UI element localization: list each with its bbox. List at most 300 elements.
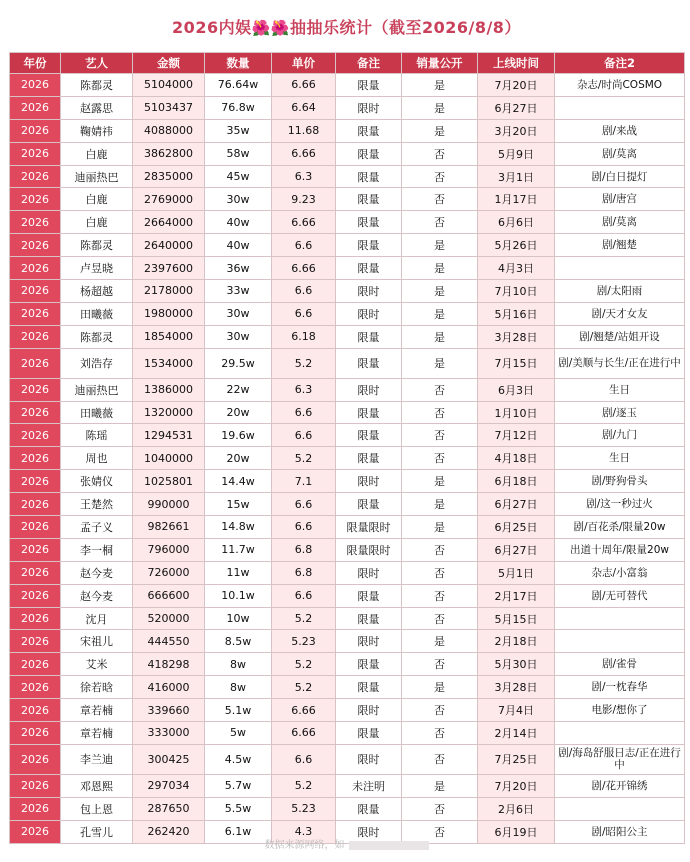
price-cell[interactable]: 6.6 (272, 401, 336, 424)
launch-date-cell[interactable]: 7月4日 (478, 699, 555, 722)
amount-cell[interactable]: 2178000 (133, 280, 205, 303)
note-cell[interactable]: 限时 (336, 699, 402, 722)
note-cell[interactable]: 限量 (336, 257, 402, 280)
column-header-note[interactable]: 备注 (336, 53, 402, 74)
column-header-amount[interactable]: 金额 (133, 53, 205, 74)
note-cell[interactable]: 限量 (336, 188, 402, 211)
note2-cell[interactable]: 剧/一枕春华 (555, 676, 685, 699)
artist-cell[interactable]: 李一桐 (61, 538, 133, 561)
price-cell[interactable]: 5.2 (272, 607, 336, 630)
artist-cell[interactable]: 艾米 (61, 653, 133, 676)
sales-public-cell[interactable]: 否 (402, 401, 478, 424)
artist-cell[interactable]: 赵今麦 (61, 584, 133, 607)
quantity-cell[interactable]: 40w (205, 234, 272, 257)
price-cell[interactable]: 6.6 (272, 302, 336, 325)
year-cell[interactable]: 2026 (10, 234, 61, 257)
price-cell[interactable]: 6.6 (272, 234, 336, 257)
artist-cell[interactable]: 孟子义 (61, 516, 133, 539)
note2-cell[interactable]: 剧/九门 (555, 424, 685, 447)
artist-cell[interactable]: 孔雪儿 (61, 820, 133, 843)
note2-cell[interactable] (555, 257, 685, 280)
price-cell[interactable]: 6.6 (272, 584, 336, 607)
sales-public-cell[interactable]: 是 (402, 516, 478, 539)
amount-cell[interactable]: 726000 (133, 561, 205, 584)
sales-public-cell[interactable]: 是 (402, 470, 478, 493)
note-cell[interactable]: 限时 (336, 470, 402, 493)
sales-public-cell[interactable]: 否 (402, 561, 478, 584)
artist-cell[interactable]: 周也 (61, 447, 133, 470)
amount-cell[interactable]: 1025801 (133, 470, 205, 493)
quantity-cell[interactable]: 33w (205, 280, 272, 303)
launch-date-cell[interactable]: 5月1日 (478, 561, 555, 584)
year-cell[interactable]: 2026 (10, 516, 61, 539)
sales-public-cell[interactable]: 否 (402, 424, 478, 447)
year-cell[interactable]: 2026 (10, 280, 61, 303)
launch-date-cell[interactable]: 6月27日 (478, 96, 555, 119)
quantity-cell[interactable]: 35w (205, 119, 272, 142)
artist-cell[interactable]: 陈都灵 (61, 325, 133, 348)
artist-cell[interactable]: 章若楠 (61, 699, 133, 722)
artist-cell[interactable]: 李兰迪 (61, 744, 133, 774)
quantity-cell[interactable]: 8.5w (205, 630, 272, 653)
launch-date-cell[interactable]: 7月20日 (478, 74, 555, 97)
sales-public-cell[interactable]: 是 (402, 119, 478, 142)
launch-date-cell[interactable]: 6月27日 (478, 493, 555, 516)
sales-public-cell[interactable]: 是 (402, 774, 478, 797)
quantity-cell[interactable]: 5.1w (205, 699, 272, 722)
artist-cell[interactable]: 卢昱晓 (61, 257, 133, 280)
note-cell[interactable]: 限量 (336, 584, 402, 607)
note-cell[interactable]: 限时 (336, 630, 402, 653)
launch-date-cell[interactable]: 7月25日 (478, 744, 555, 774)
amount-cell[interactable]: 287650 (133, 797, 205, 820)
note2-cell[interactable]: 生日 (555, 378, 685, 401)
artist-cell[interactable]: 白鹿 (61, 188, 133, 211)
note2-cell[interactable] (555, 630, 685, 653)
note-cell[interactable]: 限时 (336, 561, 402, 584)
note2-cell[interactable]: 杂志/时尚COSMO (555, 74, 685, 97)
quantity-cell[interactable]: 76.64w (205, 74, 272, 97)
launch-date-cell[interactable]: 6月25日 (478, 516, 555, 539)
quantity-cell[interactable]: 20w (205, 447, 272, 470)
quantity-cell[interactable]: 14.8w (205, 516, 272, 539)
note2-cell[interactable]: 杂志/小富翁 (555, 561, 685, 584)
artist-cell[interactable]: 迪丽热巴 (61, 165, 133, 188)
year-cell[interactable]: 2026 (10, 722, 61, 745)
note2-cell[interactable]: 剧/莫离 (555, 142, 685, 165)
price-cell[interactable]: 6.6 (272, 424, 336, 447)
note2-cell[interactable]: 剧/野狗骨头 (555, 470, 685, 493)
note-cell[interactable]: 限量 (336, 142, 402, 165)
note2-cell[interactable] (555, 607, 685, 630)
launch-date-cell[interactable]: 5月15日 (478, 607, 555, 630)
quantity-cell[interactable]: 10w (205, 607, 272, 630)
sales-public-cell[interactable]: 否 (402, 378, 478, 401)
sales-public-cell[interactable]: 是 (402, 96, 478, 119)
sales-public-cell[interactable]: 否 (402, 722, 478, 745)
price-cell[interactable]: 9.23 (272, 188, 336, 211)
launch-date-cell[interactable]: 1月17日 (478, 188, 555, 211)
sales-public-cell[interactable]: 否 (402, 142, 478, 165)
quantity-cell[interactable]: 6.1w (205, 820, 272, 843)
quantity-cell[interactable]: 4.5w (205, 744, 272, 774)
quantity-cell[interactable]: 22w (205, 378, 272, 401)
note2-cell[interactable]: 电影/想你了 (555, 699, 685, 722)
price-cell[interactable]: 6.8 (272, 561, 336, 584)
sales-public-cell[interactable]: 否 (402, 820, 478, 843)
note-cell[interactable]: 限量 (336, 493, 402, 516)
year-cell[interactable]: 2026 (10, 211, 61, 234)
year-cell[interactable]: 2026 (10, 676, 61, 699)
note2-cell[interactable]: 剧/海岛舒服日志/正在进行中 (555, 744, 685, 774)
note-cell[interactable]: 限量 (336, 797, 402, 820)
note2-cell[interactable] (555, 722, 685, 745)
launch-date-cell[interactable]: 3月20日 (478, 119, 555, 142)
price-cell[interactable]: 5.23 (272, 797, 336, 820)
year-cell[interactable]: 2026 (10, 142, 61, 165)
artist-cell[interactable]: 张婧仪 (61, 470, 133, 493)
year-cell[interactable]: 2026 (10, 119, 61, 142)
note-cell[interactable]: 限量 (336, 722, 402, 745)
year-cell[interactable]: 2026 (10, 493, 61, 516)
quantity-cell[interactable]: 58w (205, 142, 272, 165)
artist-cell[interactable]: 白鹿 (61, 211, 133, 234)
note2-cell[interactable]: 出道十周年/限量20w (555, 538, 685, 561)
amount-cell[interactable]: 2397600 (133, 257, 205, 280)
amount-cell[interactable]: 262420 (133, 820, 205, 843)
year-cell[interactable]: 2026 (10, 699, 61, 722)
year-cell[interactable]: 2026 (10, 401, 61, 424)
year-cell[interactable]: 2026 (10, 348, 61, 378)
note-cell[interactable]: 限量 (336, 447, 402, 470)
price-cell[interactable]: 5.2 (272, 447, 336, 470)
artist-cell[interactable]: 白鹿 (61, 142, 133, 165)
amount-cell[interactable]: 2640000 (133, 234, 205, 257)
note-cell[interactable]: 限时 (336, 302, 402, 325)
amount-cell[interactable]: 666600 (133, 584, 205, 607)
launch-date-cell[interactable]: 3月1日 (478, 165, 555, 188)
sales-public-cell[interactable]: 否 (402, 699, 478, 722)
amount-cell[interactable]: 1386000 (133, 378, 205, 401)
note2-cell[interactable]: 剧/莫离 (555, 211, 685, 234)
launch-date-cell[interactable]: 7月12日 (478, 424, 555, 447)
launch-date-cell[interactable]: 4月3日 (478, 257, 555, 280)
quantity-cell[interactable]: 5w (205, 722, 272, 745)
amount-cell[interactable]: 2835000 (133, 165, 205, 188)
column-header-sales-public[interactable]: 销量公开 (402, 53, 478, 74)
year-cell[interactable]: 2026 (10, 188, 61, 211)
artist-cell[interactable]: 鞠婧祎 (61, 119, 133, 142)
note2-cell[interactable]: 剧/来战 (555, 119, 685, 142)
price-cell[interactable]: 7.1 (272, 470, 336, 493)
quantity-cell[interactable]: 30w (205, 302, 272, 325)
amount-cell[interactable]: 5103437 (133, 96, 205, 119)
year-cell[interactable]: 2026 (10, 820, 61, 843)
sales-public-cell[interactable]: 是 (402, 302, 478, 325)
column-header-price[interactable]: 单价 (272, 53, 336, 74)
artist-cell[interactable]: 刘浩存 (61, 348, 133, 378)
note2-cell[interactable]: 剧/唐宫 (555, 188, 685, 211)
launch-date-cell[interactable]: 7月20日 (478, 774, 555, 797)
note-cell[interactable]: 限时 (336, 820, 402, 843)
note-cell[interactable]: 限量 (336, 165, 402, 188)
launch-date-cell[interactable]: 6月18日 (478, 470, 555, 493)
year-cell[interactable]: 2026 (10, 74, 61, 97)
artist-cell[interactable]: 沈月 (61, 607, 133, 630)
price-cell[interactable]: 6.66 (272, 722, 336, 745)
year-cell[interactable]: 2026 (10, 538, 61, 561)
quantity-cell[interactable]: 45w (205, 165, 272, 188)
year-cell[interactable]: 2026 (10, 584, 61, 607)
quantity-cell[interactable]: 76.8w (205, 96, 272, 119)
quantity-cell[interactable]: 15w (205, 493, 272, 516)
artist-cell[interactable]: 陈都灵 (61, 234, 133, 257)
launch-date-cell[interactable]: 2月18日 (478, 630, 555, 653)
note2-cell[interactable] (555, 797, 685, 820)
quantity-cell[interactable]: 40w (205, 211, 272, 234)
year-cell[interactable]: 2026 (10, 447, 61, 470)
note2-cell[interactable]: 剧/翘楚 (555, 234, 685, 257)
amount-cell[interactable]: 1294531 (133, 424, 205, 447)
year-cell[interactable]: 2026 (10, 630, 61, 653)
year-cell[interactable]: 2026 (10, 96, 61, 119)
note-cell[interactable]: 限时 (336, 280, 402, 303)
sales-public-cell[interactable]: 否 (402, 211, 478, 234)
price-cell[interactable]: 6.6 (272, 280, 336, 303)
sales-public-cell[interactable]: 否 (402, 653, 478, 676)
price-cell[interactable]: 6.3 (272, 378, 336, 401)
note-cell[interactable]: 限量限时 (336, 516, 402, 539)
artist-cell[interactable]: 杨超越 (61, 280, 133, 303)
note-cell[interactable]: 限时 (336, 378, 402, 401)
price-cell[interactable]: 6.6 (272, 493, 336, 516)
year-cell[interactable]: 2026 (10, 424, 61, 447)
launch-date-cell[interactable]: 2月6日 (478, 797, 555, 820)
quantity-cell[interactable]: 11.7w (205, 538, 272, 561)
launch-date-cell[interactable]: 3月28日 (478, 325, 555, 348)
amount-cell[interactable]: 2769000 (133, 188, 205, 211)
launch-date-cell[interactable]: 6月6日 (478, 211, 555, 234)
sales-public-cell[interactable]: 否 (402, 538, 478, 561)
note2-cell[interactable]: 剧/雀骨 (555, 653, 685, 676)
artist-cell[interactable]: 赵今麦 (61, 561, 133, 584)
launch-date-cell[interactable]: 6月19日 (478, 820, 555, 843)
launch-date-cell[interactable]: 6月27日 (478, 538, 555, 561)
quantity-cell[interactable]: 8w (205, 676, 272, 699)
note-cell[interactable]: 限量 (336, 119, 402, 142)
note-cell[interactable]: 限量 (336, 348, 402, 378)
sales-public-cell[interactable]: 否 (402, 584, 478, 607)
price-cell[interactable]: 6.66 (272, 699, 336, 722)
quantity-cell[interactable]: 5.5w (205, 797, 272, 820)
year-cell[interactable]: 2026 (10, 653, 61, 676)
price-cell[interactable]: 6.66 (272, 211, 336, 234)
artist-cell[interactable]: 宋祖儿 (61, 630, 133, 653)
quantity-cell[interactable]: 10.1w (205, 584, 272, 607)
quantity-cell[interactable]: 14.4w (205, 470, 272, 493)
column-header-note2[interactable]: 备注2 (555, 53, 685, 74)
amount-cell[interactable]: 796000 (133, 538, 205, 561)
note-cell[interactable]: 未注明 (336, 774, 402, 797)
year-cell[interactable]: 2026 (10, 561, 61, 584)
amount-cell[interactable]: 339660 (133, 699, 205, 722)
artist-cell[interactable]: 田曦薇 (61, 401, 133, 424)
launch-date-cell[interactable]: 4月18日 (478, 447, 555, 470)
note2-cell[interactable] (555, 96, 685, 119)
artist-cell[interactable]: 徐若晗 (61, 676, 133, 699)
note-cell[interactable]: 限量 (336, 653, 402, 676)
launch-date-cell[interactable]: 5月26日 (478, 234, 555, 257)
year-cell[interactable]: 2026 (10, 470, 61, 493)
note-cell[interactable]: 限量限时 (336, 538, 402, 561)
quantity-cell[interactable]: 29.5w (205, 348, 272, 378)
artist-cell[interactable]: 包上恩 (61, 797, 133, 820)
year-cell[interactable]: 2026 (10, 774, 61, 797)
sales-public-cell[interactable]: 是 (402, 325, 478, 348)
note-cell[interactable]: 限量 (336, 424, 402, 447)
price-cell[interactable]: 6.66 (272, 257, 336, 280)
quantity-cell[interactable]: 19.6w (205, 424, 272, 447)
amount-cell[interactable]: 418298 (133, 653, 205, 676)
column-header-year[interactable]: 年份 (10, 53, 61, 74)
year-cell[interactable]: 2026 (10, 257, 61, 280)
amount-cell[interactable]: 1980000 (133, 302, 205, 325)
note2-cell[interactable]: 剧/白日提灯 (555, 165, 685, 188)
sales-public-cell[interactable]: 否 (402, 165, 478, 188)
price-cell[interactable]: 5.23 (272, 630, 336, 653)
note-cell[interactable]: 限量 (336, 401, 402, 424)
year-cell[interactable]: 2026 (10, 797, 61, 820)
amount-cell[interactable]: 520000 (133, 607, 205, 630)
quantity-cell[interactable]: 20w (205, 401, 272, 424)
sales-public-cell[interactable]: 否 (402, 607, 478, 630)
sales-public-cell[interactable]: 否 (402, 447, 478, 470)
quantity-cell[interactable]: 8w (205, 653, 272, 676)
amount-cell[interactable]: 1534000 (133, 348, 205, 378)
note2-cell[interactable]: 剧/逐玉 (555, 401, 685, 424)
sales-public-cell[interactable]: 是 (402, 676, 478, 699)
price-cell[interactable]: 5.2 (272, 774, 336, 797)
note2-cell[interactable]: 剧/花开锦绣 (555, 774, 685, 797)
quantity-cell[interactable]: 36w (205, 257, 272, 280)
amount-cell[interactable]: 1320000 (133, 401, 205, 424)
quantity-cell[interactable]: 5.7w (205, 774, 272, 797)
artist-cell[interactable]: 田曦薇 (61, 302, 133, 325)
note2-cell[interactable]: 剧/这一秒过火 (555, 493, 685, 516)
year-cell[interactable]: 2026 (10, 607, 61, 630)
launch-date-cell[interactable]: 6月3日 (478, 378, 555, 401)
year-cell[interactable]: 2026 (10, 378, 61, 401)
note-cell[interactable]: 限量 (336, 74, 402, 97)
amount-cell[interactable]: 333000 (133, 722, 205, 745)
price-cell[interactable]: 11.68 (272, 119, 336, 142)
price-cell[interactable]: 6.3 (272, 165, 336, 188)
amount-cell[interactable]: 4088000 (133, 119, 205, 142)
launch-date-cell[interactable]: 2月14日 (478, 722, 555, 745)
price-cell[interactable]: 6.8 (272, 538, 336, 561)
amount-cell[interactable]: 990000 (133, 493, 205, 516)
price-cell[interactable]: 6.6 (272, 744, 336, 774)
launch-date-cell[interactable]: 7月15日 (478, 348, 555, 378)
launch-date-cell[interactable]: 7月10日 (478, 280, 555, 303)
note-cell[interactable]: 限量 (336, 676, 402, 699)
launch-date-cell[interactable]: 5月9日 (478, 142, 555, 165)
amount-cell[interactable]: 300425 (133, 744, 205, 774)
quantity-cell[interactable]: 30w (205, 325, 272, 348)
price-cell[interactable]: 5.2 (272, 348, 336, 378)
note2-cell[interactable]: 剧/美顺与长生/正在进行中 (555, 348, 685, 378)
note2-cell[interactable]: 剧/昭阳公主 (555, 820, 685, 843)
sales-public-cell[interactable]: 是 (402, 280, 478, 303)
year-cell[interactable]: 2026 (10, 325, 61, 348)
quantity-cell[interactable]: 11w (205, 561, 272, 584)
note2-cell[interactable]: 生日 (555, 447, 685, 470)
sales-public-cell[interactable]: 否 (402, 797, 478, 820)
launch-date-cell[interactable]: 3月28日 (478, 676, 555, 699)
amount-cell[interactable]: 1040000 (133, 447, 205, 470)
note2-cell[interactable]: 剧/翘楚/站姐开设 (555, 325, 685, 348)
quantity-cell[interactable]: 30w (205, 188, 272, 211)
launch-date-cell[interactable]: 1月10日 (478, 401, 555, 424)
note-cell[interactable]: 限量 (336, 325, 402, 348)
column-header-artist[interactable]: 艺人 (61, 53, 133, 74)
note-cell[interactable]: 限时 (336, 96, 402, 119)
sales-public-cell[interactable]: 是 (402, 234, 478, 257)
price-cell[interactable]: 6.66 (272, 142, 336, 165)
artist-cell[interactable]: 邓恩熙 (61, 774, 133, 797)
note-cell[interactable]: 限量 (336, 211, 402, 234)
sales-public-cell[interactable]: 否 (402, 188, 478, 211)
amount-cell[interactable]: 444550 (133, 630, 205, 653)
artist-cell[interactable]: 陈都灵 (61, 74, 133, 97)
sales-public-cell[interactable]: 是 (402, 348, 478, 378)
note2-cell[interactable]: 剧/太阳雨 (555, 280, 685, 303)
price-cell[interactable]: 4.3 (272, 820, 336, 843)
column-header-launch-date[interactable]: 上线时间 (478, 53, 555, 74)
artist-cell[interactable]: 王楚然 (61, 493, 133, 516)
note2-cell[interactable]: 剧/无可替代 (555, 584, 685, 607)
launch-date-cell[interactable]: 5月16日 (478, 302, 555, 325)
launch-date-cell[interactable]: 2月17日 (478, 584, 555, 607)
amount-cell[interactable]: 982661 (133, 516, 205, 539)
sales-public-cell[interactable]: 是 (402, 493, 478, 516)
artist-cell[interactable]: 赵露思 (61, 96, 133, 119)
price-cell[interactable]: 5.2 (272, 653, 336, 676)
amount-cell[interactable]: 2664000 (133, 211, 205, 234)
price-cell[interactable]: 6.18 (272, 325, 336, 348)
year-cell[interactable]: 2026 (10, 302, 61, 325)
sales-public-cell[interactable]: 是 (402, 257, 478, 280)
price-cell[interactable]: 5.2 (272, 676, 336, 699)
year-cell[interactable]: 2026 (10, 165, 61, 188)
artist-cell[interactable]: 迪丽热巴 (61, 378, 133, 401)
note-cell[interactable]: 限量 (336, 607, 402, 630)
price-cell[interactable]: 6.6 (272, 516, 336, 539)
amount-cell[interactable]: 3862800 (133, 142, 205, 165)
note2-cell[interactable]: 剧/天才女友 (555, 302, 685, 325)
artist-cell[interactable]: 陈瑶 (61, 424, 133, 447)
amount-cell[interactable]: 1854000 (133, 325, 205, 348)
launch-date-cell[interactable]: 5月30日 (478, 653, 555, 676)
price-cell[interactable]: 6.66 (272, 74, 336, 97)
column-header-quantity[interactable]: 数量 (205, 53, 272, 74)
amount-cell[interactable]: 297034 (133, 774, 205, 797)
amount-cell[interactable]: 416000 (133, 676, 205, 699)
sales-public-cell[interactable]: 是 (402, 630, 478, 653)
year-cell[interactable]: 2026 (10, 744, 61, 774)
sales-public-cell[interactable]: 是 (402, 74, 478, 97)
artist-cell[interactable]: 章若楠 (61, 722, 133, 745)
